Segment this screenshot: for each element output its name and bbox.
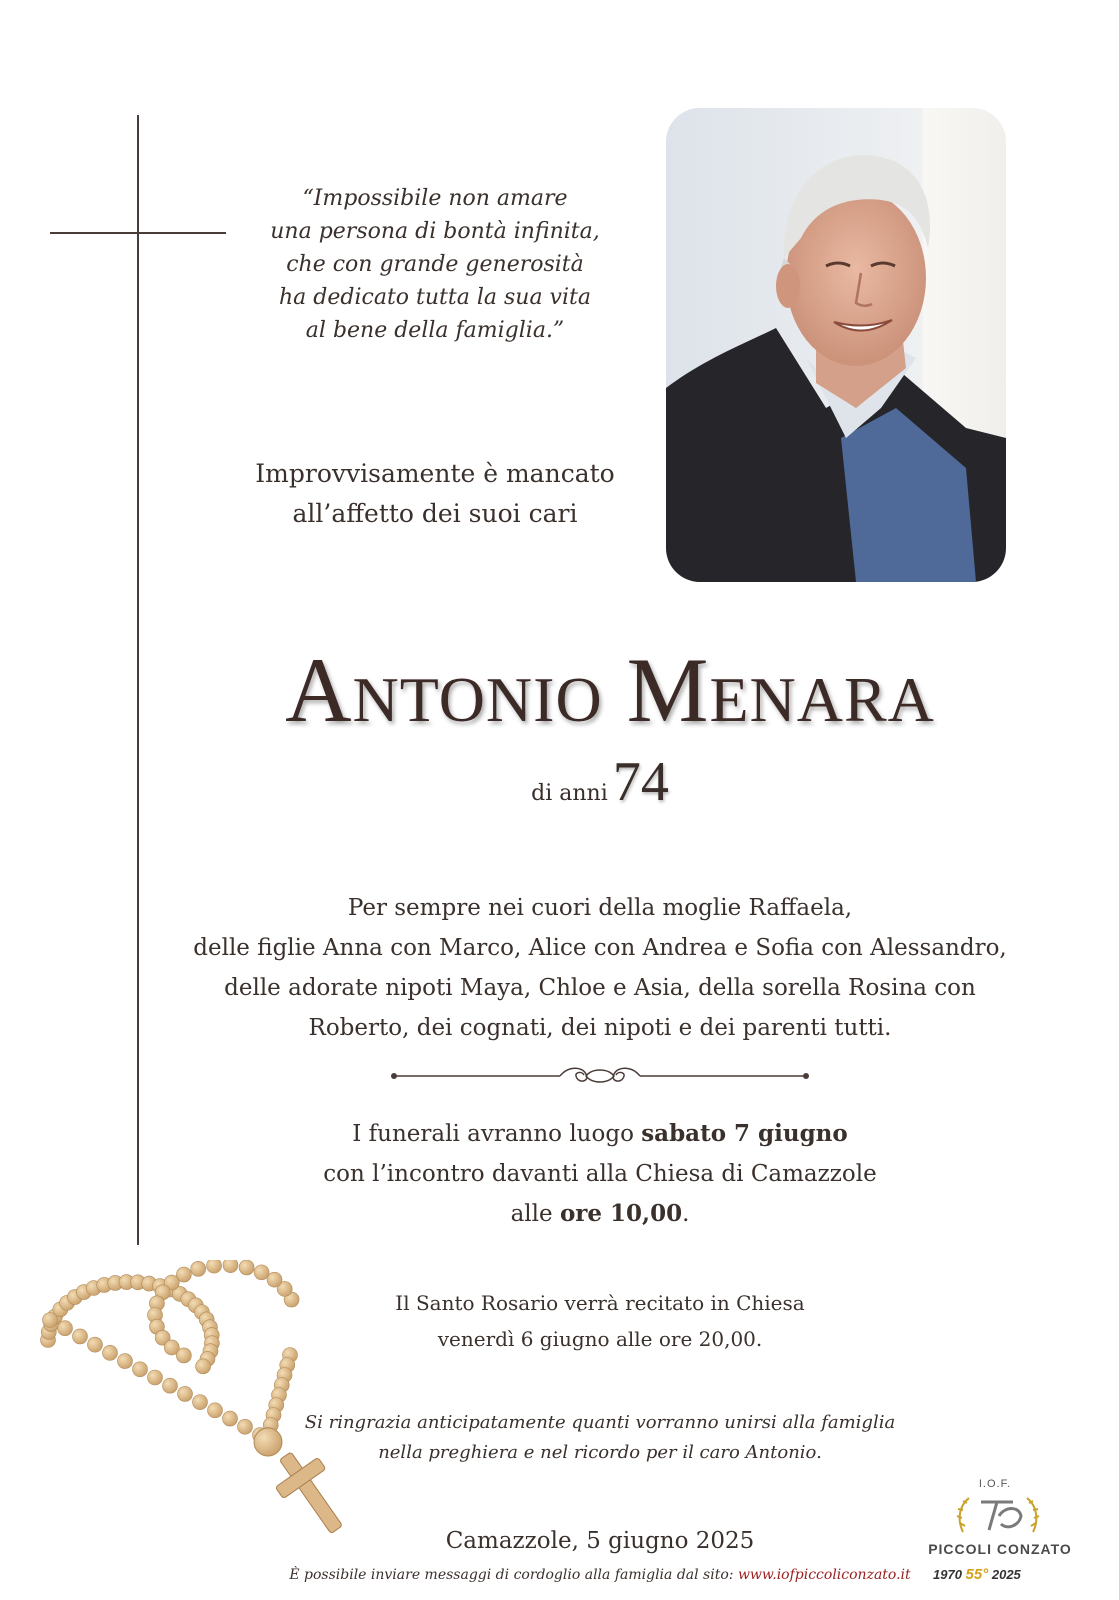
family-line: Roberto, dei cognati, dei nipoti e dei parenti tutti.: [308, 1015, 892, 1041]
rosary-line: venerdì 6 giugno alle ore 20,00.: [437, 1327, 763, 1351]
intro-line: all’affetto dei suoi cari: [292, 499, 578, 528]
rosary-bead: [73, 1329, 88, 1344]
family-line: Per sempre nei cuori della moglie Raffaela,: [347, 895, 853, 921]
memorial-quote: [230, 182, 640, 347]
portrait-illustration: [666, 108, 1006, 582]
rosary-bead: [208, 1403, 223, 1418]
thanks-note: [230, 1408, 970, 1468]
rosary-bead: [207, 1260, 222, 1273]
thanks-line: nella preghiera e nel ricordo per il caro Antonio.: [378, 1442, 822, 1463]
rosary-bead: [223, 1260, 238, 1273]
rosary-bead: [58, 1321, 73, 1336]
age-label: di anni: [531, 781, 608, 806]
rosary-bead: [193, 1395, 208, 1410]
intro-line: Improvvisamente è mancato: [255, 459, 615, 488]
logo-anniversary: 55°: [965, 1566, 989, 1583]
logo-emblem-icon: [953, 1492, 1043, 1542]
rosary-bead: [118, 1354, 133, 1369]
thanks-line: Si ringrazia anticipatamente quanti vorranno unirsi alla famiglia: [304, 1412, 896, 1433]
portrait-photo: [666, 108, 1006, 582]
rosary-bead: [191, 1261, 206, 1276]
place-date: Camazzole, 5 giugno 2025: [445, 1528, 755, 1554]
cross-vertical-line: [137, 115, 139, 1245]
quote-line: una persona di bontà infinita,: [270, 219, 600, 244]
funeral-line-1: [200, 1114, 1000, 1154]
family-notice: [150, 888, 1050, 1048]
rosary-bead: [178, 1386, 193, 1401]
ornament-divider: [390, 1064, 810, 1088]
rosary-bead: [103, 1345, 118, 1360]
funeral-time: ore 10,00: [559, 1200, 683, 1227]
logo-years: [933, 1566, 1073, 1583]
rosary-bead: [133, 1362, 148, 1377]
quote-line: “Impossibile non amare: [302, 186, 568, 211]
funeral-info: [200, 1114, 1000, 1234]
family-line: delle adorate nipoti Maya, Chloe e Asia, della sorella Rosina con: [224, 975, 976, 1001]
quote-line: al bene della famiglia.”: [305, 318, 565, 343]
rosary-bead: [239, 1260, 254, 1275]
cross-horizontal-line: [50, 232, 226, 234]
quote-line: ha dedicato tutta la sua vita: [279, 285, 591, 310]
footer-link[interactable]: www.iofpiccoliconzato.it: [737, 1567, 911, 1583]
rosary-line: Il Santo Rosario verrà recitato in Chiesa: [395, 1291, 805, 1315]
footer-text: È possibile inviare messaggi di cordoglio alla famiglia dal sito:: [289, 1567, 738, 1583]
funeral-text: I funerali avranno luogo: [352, 1121, 642, 1147]
footer-note: [250, 1565, 950, 1585]
logo-year-end: 2025: [991, 1567, 1021, 1582]
rosary-notice: [300, 1285, 900, 1357]
family-line: delle figlie Anna con Marco, Alice con Andrea e Sofia con Alessandro,: [193, 935, 1007, 961]
rosary-bead: [43, 1313, 58, 1328]
intro-text: [230, 454, 640, 534]
logo-iof-text: I.O.F.: [978, 1478, 1012, 1490]
rosary-bead: [88, 1337, 103, 1352]
deceased-name: Antonio Menara: [285, 639, 935, 741]
rosary-bead: [148, 1370, 163, 1385]
funeral-text: alle: [510, 1201, 560, 1227]
rosary-bead: [176, 1348, 191, 1363]
funeral-line-3: [200, 1194, 1000, 1234]
logo-year-start: 1970: [933, 1567, 962, 1582]
logo-brand-name: PICCOLI CONZATO: [928, 1541, 1072, 1557]
age-value: 74: [612, 751, 669, 813]
rosary-bead: [254, 1265, 269, 1280]
rosary-bead: [163, 1378, 178, 1393]
quote-line: che con grande generosità: [286, 252, 584, 277]
deceased-age: [400, 750, 800, 814]
rosary-bead: [267, 1272, 282, 1287]
funeral-text: .: [682, 1201, 690, 1227]
funeral-home-logo: [925, 1478, 1095, 1588]
rosary-bead: [196, 1359, 211, 1374]
funeral-date: sabato 7 giugno: [641, 1120, 848, 1147]
funeral-line-2: con l’incontro davanti alla Chiesa di Camazzole: [323, 1161, 877, 1187]
